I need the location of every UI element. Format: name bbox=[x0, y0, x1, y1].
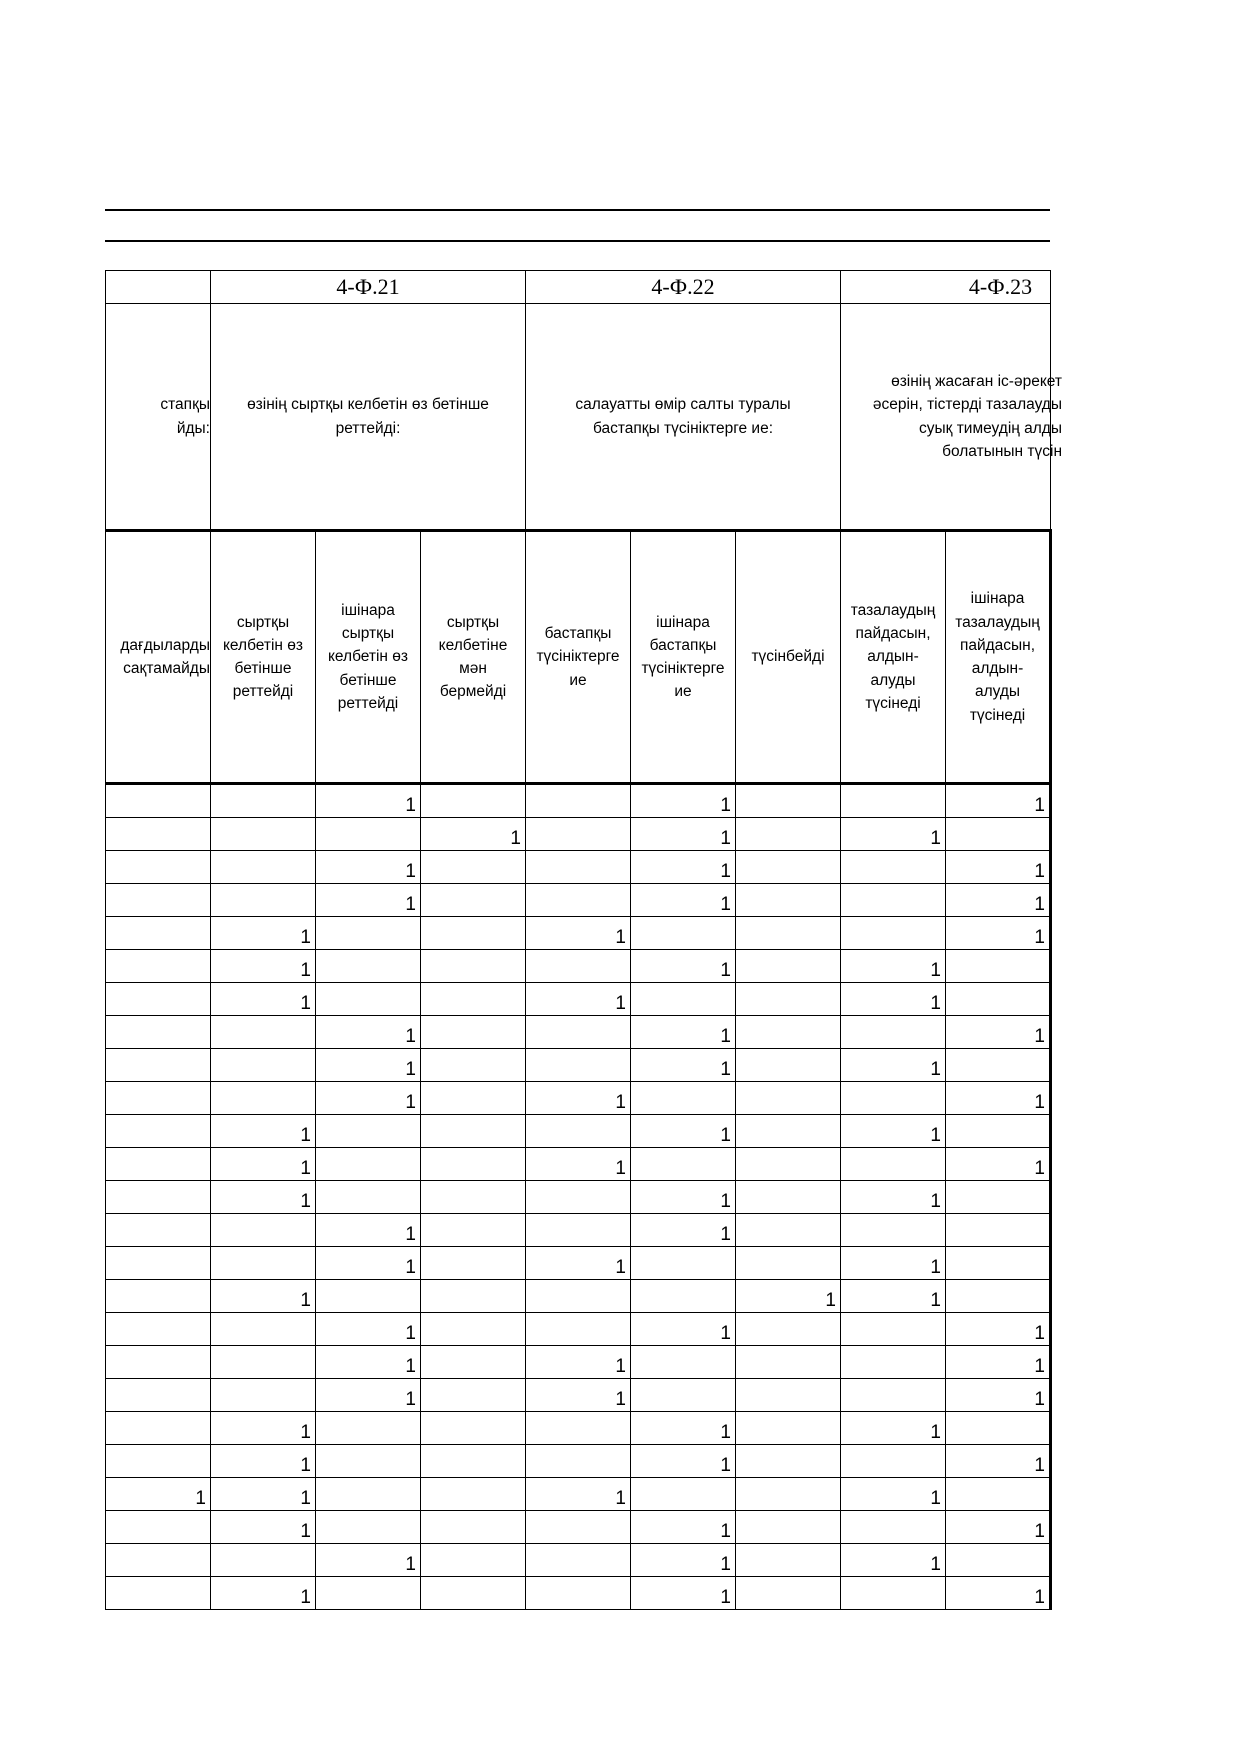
data-cell[interactable] bbox=[736, 884, 841, 917]
data-cell[interactable] bbox=[631, 1346, 736, 1379]
data-cell[interactable] bbox=[526, 1445, 631, 1478]
data-cell[interactable] bbox=[421, 1313, 526, 1346]
data-cell[interactable]: 1 bbox=[946, 851, 1051, 884]
data-cell[interactable] bbox=[421, 1544, 526, 1577]
data-cell[interactable]: 1 bbox=[316, 1379, 421, 1412]
desc-4f22-text: салауатты өмір салты туралы бастапқы түсініктерге ие: bbox=[575, 396, 791, 437]
data-cell[interactable] bbox=[421, 1412, 526, 1445]
data-cell[interactable] bbox=[106, 1148, 211, 1181]
data-cell[interactable]: 1 bbox=[106, 1478, 211, 1511]
data-cell[interactable] bbox=[211, 818, 316, 851]
data-cell[interactable]: 1 bbox=[631, 1544, 736, 1577]
data-cell[interactable] bbox=[526, 950, 631, 983]
data-cell[interactable]: 1 bbox=[946, 1445, 1051, 1478]
data-cell[interactable] bbox=[316, 1115, 421, 1148]
data-cell[interactable] bbox=[106, 1346, 211, 1379]
data-cell[interactable] bbox=[736, 1544, 841, 1577]
table-row bbox=[106, 1379, 1051, 1412]
data-cell[interactable] bbox=[946, 1214, 1051, 1247]
data-cell[interactable]: 1 bbox=[841, 1049, 946, 1082]
data-cell[interactable] bbox=[526, 1214, 631, 1247]
data-cell[interactable] bbox=[106, 784, 211, 818]
data-cell[interactable] bbox=[841, 1346, 946, 1379]
data-cell[interactable] bbox=[946, 1412, 1051, 1445]
data-cell[interactable]: 1 bbox=[946, 1346, 1051, 1379]
data-cell[interactable] bbox=[736, 1181, 841, 1214]
data-cell[interactable] bbox=[736, 1577, 841, 1610]
data-cell[interactable]: 1 bbox=[631, 884, 736, 917]
data-cell[interactable] bbox=[421, 1346, 526, 1379]
data-cell[interactable] bbox=[736, 851, 841, 884]
data-cell[interactable]: 1 bbox=[631, 950, 736, 983]
data-cell[interactable] bbox=[736, 1313, 841, 1346]
data-cell[interactable]: 1 bbox=[211, 1478, 316, 1511]
data-table bbox=[105, 270, 1062, 1610]
data-cell[interactable] bbox=[106, 983, 211, 1016]
data-cell[interactable] bbox=[316, 1181, 421, 1214]
data-cell[interactable]: 1 bbox=[526, 1379, 631, 1412]
table-row bbox=[106, 1346, 1051, 1379]
data-cell[interactable] bbox=[841, 1379, 946, 1412]
subheader-cell-3[interactable] bbox=[421, 531, 526, 784]
data-cell[interactable] bbox=[526, 1280, 631, 1313]
data-cell[interactable] bbox=[631, 1148, 736, 1181]
data-cell[interactable] bbox=[841, 851, 946, 884]
data-cell[interactable]: 1 bbox=[316, 1016, 421, 1049]
data-cell[interactable] bbox=[106, 1016, 211, 1049]
data-cell[interactable]: 1 bbox=[631, 1115, 736, 1148]
data-cell[interactable] bbox=[946, 1115, 1051, 1148]
data-cell[interactable]: 1 bbox=[631, 1016, 736, 1049]
table-row bbox=[106, 1115, 1051, 1148]
data-cell[interactable] bbox=[841, 884, 946, 917]
subheader-row bbox=[106, 531, 1051, 784]
data-cell[interactable]: 1 bbox=[946, 917, 1051, 950]
data-cell[interactable] bbox=[421, 1181, 526, 1214]
data-cell[interactable] bbox=[526, 851, 631, 884]
data-cell[interactable] bbox=[316, 1148, 421, 1181]
data-cell[interactable]: 1 bbox=[841, 1181, 946, 1214]
code-cell-4f22[interactable]: 4-Ф.22 bbox=[526, 271, 841, 304]
data-cell[interactable]: 1 bbox=[211, 1577, 316, 1610]
data-cell[interactable] bbox=[736, 983, 841, 1016]
data-cell[interactable]: 1 bbox=[841, 950, 946, 983]
data-cell[interactable]: 1 bbox=[631, 1577, 736, 1610]
data-cell[interactable] bbox=[211, 1379, 316, 1412]
data-cell[interactable] bbox=[421, 1478, 526, 1511]
table-row bbox=[106, 1511, 1051, 1544]
data-cell[interactable] bbox=[316, 1445, 421, 1478]
data-cell[interactable] bbox=[421, 1280, 526, 1313]
data-cell[interactable] bbox=[946, 983, 1051, 1016]
data-cell[interactable]: 1 bbox=[316, 1544, 421, 1577]
data-cell[interactable]: 1 bbox=[841, 1280, 946, 1313]
subheader-2-text: ішінара сыртқы келбетін өз бетінше реттейді bbox=[327, 601, 409, 712]
data-cell[interactable]: 1 bbox=[841, 1544, 946, 1577]
subheader-4-text: бастапқы түсініктерге ие bbox=[536, 625, 620, 689]
data-cell[interactable] bbox=[316, 1478, 421, 1511]
data-cell[interactable] bbox=[841, 1313, 946, 1346]
data-cell[interactable] bbox=[106, 1577, 211, 1610]
data-cell[interactable] bbox=[316, 1280, 421, 1313]
data-cell[interactable] bbox=[106, 917, 211, 950]
data-cell[interactable]: 1 bbox=[211, 1181, 316, 1214]
data-cell[interactable] bbox=[421, 1049, 526, 1082]
data-cell[interactable] bbox=[526, 1511, 631, 1544]
top-rule-2 bbox=[105, 240, 1050, 242]
data-cell[interactable]: 1 bbox=[946, 1379, 1051, 1412]
data-cell[interactable] bbox=[211, 1049, 316, 1082]
data-cell[interactable] bbox=[946, 1049, 1051, 1082]
data-cell[interactable] bbox=[631, 1247, 736, 1280]
desc-cell-0[interactable] bbox=[106, 304, 211, 531]
data-cell[interactable]: 1 bbox=[316, 784, 421, 818]
data-cell[interactable] bbox=[841, 1445, 946, 1478]
data-cell[interactable]: 1 bbox=[946, 1511, 1051, 1544]
data-cell[interactable] bbox=[421, 884, 526, 917]
subheader-6-text: түсінбейді bbox=[751, 648, 825, 666]
data-cell[interactable]: 1 bbox=[946, 784, 1051, 818]
subheader-cell-5[interactable] bbox=[631, 531, 736, 784]
data-cell[interactable] bbox=[841, 1577, 946, 1610]
data-cell[interactable] bbox=[211, 784, 316, 818]
data-cell[interactable] bbox=[106, 1280, 211, 1313]
data-cell[interactable]: 1 bbox=[946, 1577, 1051, 1610]
data-cell[interactable] bbox=[736, 1049, 841, 1082]
top-rule-1 bbox=[105, 209, 1050, 211]
data-cell[interactable] bbox=[526, 1313, 631, 1346]
table-row bbox=[106, 1412, 1051, 1445]
data-cell[interactable] bbox=[316, 1511, 421, 1544]
data-cell[interactable] bbox=[211, 1544, 316, 1577]
data-cell[interactable] bbox=[526, 1412, 631, 1445]
data-cell[interactable] bbox=[106, 818, 211, 851]
data-cell[interactable]: 1 bbox=[631, 1412, 736, 1445]
data-cell[interactable] bbox=[421, 1115, 526, 1148]
data-cell[interactable] bbox=[421, 1577, 526, 1610]
data-cell[interactable]: 1 bbox=[211, 1280, 316, 1313]
data-cell[interactable] bbox=[526, 1016, 631, 1049]
subheader-7-text: тазалаудың пайдасын, алдын- алуды түсінеді bbox=[850, 601, 936, 712]
subheader-5-text: ішінара бастапқы түсініктерге ие bbox=[641, 613, 725, 701]
data-cell[interactable]: 1 bbox=[211, 983, 316, 1016]
data-cell[interactable]: 1 bbox=[946, 1016, 1051, 1049]
code-cell-4f23[interactable] bbox=[841, 271, 1051, 304]
data-cell[interactable] bbox=[736, 1445, 841, 1478]
data-cell[interactable] bbox=[841, 1082, 946, 1115]
data-cell[interactable] bbox=[211, 1214, 316, 1247]
data-cell[interactable] bbox=[736, 1214, 841, 1247]
data-cell[interactable]: 1 bbox=[841, 1412, 946, 1445]
data-cell[interactable]: 1 bbox=[631, 1181, 736, 1214]
data-cell[interactable] bbox=[106, 1214, 211, 1247]
data-cell[interactable]: 1 bbox=[211, 950, 316, 983]
data-cell[interactable] bbox=[526, 784, 631, 818]
data-cell[interactable]: 1 bbox=[211, 917, 316, 950]
data-cell[interactable]: 1 bbox=[421, 818, 526, 851]
data-cell[interactable] bbox=[526, 1577, 631, 1610]
desc-4f23-text: өзінің жасаған іс-әрекет әсерін, тістерді тазалауды суық тимеудің алды болатынын түсін bbox=[872, 373, 1062, 460]
data-cell[interactable] bbox=[106, 851, 211, 884]
data-cell[interactable] bbox=[316, 983, 421, 1016]
data-cell[interactable] bbox=[736, 1379, 841, 1412]
subheader-cell-4[interactable] bbox=[526, 531, 631, 784]
data-cell[interactable]: 1 bbox=[526, 917, 631, 950]
data-cell[interactable]: 1 bbox=[526, 983, 631, 1016]
data-cell[interactable]: 1 bbox=[631, 851, 736, 884]
subheader-0-text: дағдыларды сақтамайды bbox=[120, 636, 210, 677]
data-cell[interactable] bbox=[421, 983, 526, 1016]
data-cell[interactable] bbox=[106, 1445, 211, 1478]
data-cell[interactable]: 1 bbox=[211, 1412, 316, 1445]
data-cell[interactable] bbox=[736, 784, 841, 818]
data-cell[interactable] bbox=[736, 1511, 841, 1544]
data-cell[interactable] bbox=[421, 950, 526, 983]
data-cell[interactable]: 1 bbox=[211, 1148, 316, 1181]
data-cell[interactable] bbox=[106, 1115, 211, 1148]
data-cell[interactable] bbox=[946, 1280, 1051, 1313]
data-cell[interactable]: 1 bbox=[526, 1082, 631, 1115]
data-cell[interactable] bbox=[106, 1412, 211, 1445]
data-cell[interactable] bbox=[106, 884, 211, 917]
data-cell[interactable]: 1 bbox=[316, 1346, 421, 1379]
subheader-cell-2[interactable] bbox=[316, 531, 421, 784]
data-cell[interactable]: 1 bbox=[841, 818, 946, 851]
data-cell[interactable] bbox=[736, 1478, 841, 1511]
data-cell[interactable]: 1 bbox=[631, 1049, 736, 1082]
table-row bbox=[106, 1247, 1051, 1280]
data-cell[interactable] bbox=[631, 1478, 736, 1511]
data-cell[interactable] bbox=[526, 818, 631, 851]
data-cell[interactable]: 1 bbox=[316, 1049, 421, 1082]
data-cell[interactable] bbox=[421, 1148, 526, 1181]
data-cell[interactable] bbox=[316, 1577, 421, 1610]
data-cell[interactable] bbox=[421, 917, 526, 950]
table-row bbox=[106, 1214, 1051, 1247]
table-row bbox=[106, 1544, 1051, 1577]
data-cell[interactable] bbox=[316, 950, 421, 983]
code-cell-0[interactable] bbox=[106, 271, 211, 304]
data-cell[interactable] bbox=[211, 1346, 316, 1379]
data-cell[interactable]: 1 bbox=[211, 1115, 316, 1148]
data-cell[interactable] bbox=[946, 1478, 1051, 1511]
data-cell[interactable] bbox=[736, 1346, 841, 1379]
code-4f23-text: 4-Ф.23 bbox=[968, 274, 1033, 299]
data-cell[interactable] bbox=[946, 1247, 1051, 1280]
data-cell[interactable] bbox=[526, 1049, 631, 1082]
data-cell[interactable] bbox=[211, 1247, 316, 1280]
data-cell[interactable]: 1 bbox=[946, 1313, 1051, 1346]
data-cell[interactable]: 1 bbox=[211, 1445, 316, 1478]
table-row bbox=[106, 1016, 1051, 1049]
data-cell[interactable]: 1 bbox=[631, 1445, 736, 1478]
data-cell[interactable] bbox=[316, 917, 421, 950]
data-cell[interactable] bbox=[736, 1412, 841, 1445]
data-cell[interactable] bbox=[421, 1445, 526, 1478]
subheader-cell-8[interactable] bbox=[946, 531, 1051, 784]
data-cell[interactable]: 1 bbox=[526, 1247, 631, 1280]
subheader-cell-1[interactable] bbox=[211, 531, 316, 784]
data-cell[interactable] bbox=[736, 1247, 841, 1280]
data-cell[interactable] bbox=[841, 784, 946, 818]
data-cell[interactable] bbox=[421, 1511, 526, 1544]
data-cell[interactable]: 1 bbox=[316, 1247, 421, 1280]
table-row bbox=[106, 1049, 1051, 1082]
data-cell[interactable]: 1 bbox=[316, 1313, 421, 1346]
data-cell[interactable] bbox=[316, 1412, 421, 1445]
data-cell[interactable] bbox=[211, 884, 316, 917]
data-cell[interactable] bbox=[736, 818, 841, 851]
data-cell[interactable] bbox=[106, 1511, 211, 1544]
description-row bbox=[106, 304, 1051, 531]
data-cell[interactable]: 1 bbox=[946, 1082, 1051, 1115]
data-cell[interactable]: 1 bbox=[526, 1346, 631, 1379]
subheader-8-text: ішінара тазалаудың пайдасын, алдын- алуды түсінеді bbox=[955, 590, 1040, 724]
data-cell[interactable] bbox=[526, 1181, 631, 1214]
table-row bbox=[106, 1313, 1051, 1346]
data-cell[interactable] bbox=[421, 1016, 526, 1049]
data-cell[interactable] bbox=[421, 1247, 526, 1280]
desc-cell-4f23[interactable] bbox=[841, 304, 1062, 531]
table-row bbox=[106, 950, 1051, 983]
data-cell[interactable] bbox=[316, 818, 421, 851]
data-cell[interactable] bbox=[106, 950, 211, 983]
data-cell[interactable] bbox=[736, 1082, 841, 1115]
table-row bbox=[106, 818, 1051, 851]
data-cell[interactable] bbox=[211, 1313, 316, 1346]
data-cell[interactable] bbox=[736, 1016, 841, 1049]
data-cell[interactable] bbox=[211, 1082, 316, 1115]
data-cell[interactable]: 1 bbox=[316, 1214, 421, 1247]
data-cell[interactable]: 1 bbox=[526, 1148, 631, 1181]
data-cell[interactable] bbox=[106, 1247, 211, 1280]
data-cell[interactable] bbox=[106, 1313, 211, 1346]
data-cell[interactable] bbox=[106, 1082, 211, 1115]
data-cell[interactable] bbox=[421, 1214, 526, 1247]
data-cell[interactable]: 1 bbox=[316, 851, 421, 884]
table-row bbox=[106, 983, 1051, 1016]
data-cell[interactable] bbox=[736, 917, 841, 950]
subheader-cell-7[interactable] bbox=[841, 531, 946, 784]
table-row bbox=[106, 1148, 1051, 1181]
table-row bbox=[106, 1478, 1051, 1511]
data-cell[interactable] bbox=[421, 784, 526, 818]
data-cell[interactable] bbox=[421, 1082, 526, 1115]
subheader-1-text: сыртқы келбетін өз бетінше реттейді bbox=[222, 613, 304, 701]
data-cell[interactable]: 1 bbox=[526, 1478, 631, 1511]
desc-cell-4f21[interactable] bbox=[211, 304, 526, 531]
data-cell[interactable] bbox=[211, 1016, 316, 1049]
data-cell[interactable]: 1 bbox=[316, 884, 421, 917]
code-cell-4f21[interactable]: 4-Ф.21 bbox=[211, 271, 526, 304]
data-cell[interactable] bbox=[526, 1544, 631, 1577]
table-row bbox=[106, 917, 1051, 950]
data-cell[interactable]: 1 bbox=[841, 1115, 946, 1148]
data-cell[interactable]: 1 bbox=[211, 1511, 316, 1544]
table-row bbox=[106, 1445, 1051, 1478]
data-cell[interactable]: 1 bbox=[946, 884, 1051, 917]
code-row bbox=[106, 271, 1051, 304]
desc-0-text: стапқы йды: bbox=[160, 396, 210, 437]
table-row bbox=[106, 851, 1051, 884]
data-cell[interactable] bbox=[946, 818, 1051, 851]
data-cell[interactable] bbox=[841, 1016, 946, 1049]
data-cell[interactable] bbox=[421, 851, 526, 884]
data-cell[interactable] bbox=[736, 950, 841, 983]
data-cell[interactable] bbox=[946, 1544, 1051, 1577]
data-cell[interactable] bbox=[736, 1148, 841, 1181]
data-cell[interactable] bbox=[841, 1511, 946, 1544]
data-cell[interactable]: 1 bbox=[316, 1082, 421, 1115]
desc-cell-4f22[interactable] bbox=[526, 304, 841, 531]
data-cell[interactable] bbox=[631, 917, 736, 950]
data-cell[interactable] bbox=[526, 1115, 631, 1148]
data-cell[interactable]: 1 bbox=[946, 1148, 1051, 1181]
data-cell[interactable]: 1 bbox=[841, 1478, 946, 1511]
data-cell[interactable] bbox=[841, 1214, 946, 1247]
data-cell[interactable] bbox=[631, 1082, 736, 1115]
subheader-cell-0[interactable] bbox=[106, 531, 211, 784]
data-cell[interactable] bbox=[421, 1379, 526, 1412]
data-cell[interactable] bbox=[106, 1181, 211, 1214]
data-cell[interactable] bbox=[631, 1280, 736, 1313]
data-cell[interactable] bbox=[526, 884, 631, 917]
desc-4f21-text: өзінің сыртқы келбетін өз бетінше реттейді: bbox=[247, 396, 489, 437]
data-cell[interactable] bbox=[631, 1379, 736, 1412]
subheader-cell-6[interactable] bbox=[736, 531, 841, 784]
data-cell[interactable] bbox=[946, 1181, 1051, 1214]
data-cell[interactable]: 1 bbox=[631, 784, 736, 818]
data-cell[interactable]: 1 bbox=[841, 1247, 946, 1280]
data-cell[interactable] bbox=[211, 851, 316, 884]
spreadsheet-table bbox=[105, 270, 1062, 1636]
table-row bbox=[106, 1082, 1051, 1115]
data-cell[interactable]: 1 bbox=[631, 1511, 736, 1544]
data-cell[interactable] bbox=[841, 1148, 946, 1181]
data-cell[interactable]: 1 bbox=[736, 1280, 841, 1313]
data-cell[interactable]: 1 bbox=[631, 1313, 736, 1346]
data-cell[interactable] bbox=[946, 950, 1051, 983]
data-cell[interactable] bbox=[106, 1544, 211, 1577]
data-cell[interactable] bbox=[841, 917, 946, 950]
data-cell[interactable]: 1 bbox=[631, 818, 736, 851]
data-cell[interactable] bbox=[631, 983, 736, 1016]
data-cell[interactable] bbox=[106, 1049, 211, 1082]
table-row bbox=[106, 784, 1051, 818]
data-cell[interactable]: 1 bbox=[841, 983, 946, 1016]
table-row bbox=[106, 1280, 1051, 1313]
data-cell[interactable] bbox=[736, 1115, 841, 1148]
table-row bbox=[106, 884, 1051, 917]
table-row bbox=[106, 1181, 1051, 1214]
data-cell[interactable] bbox=[106, 1379, 211, 1412]
data-cell[interactable]: 1 bbox=[631, 1214, 736, 1247]
subheader-3-text: сыртқы келбетіне мән бермейді bbox=[438, 613, 508, 701]
table-row bbox=[106, 1577, 1051, 1610]
